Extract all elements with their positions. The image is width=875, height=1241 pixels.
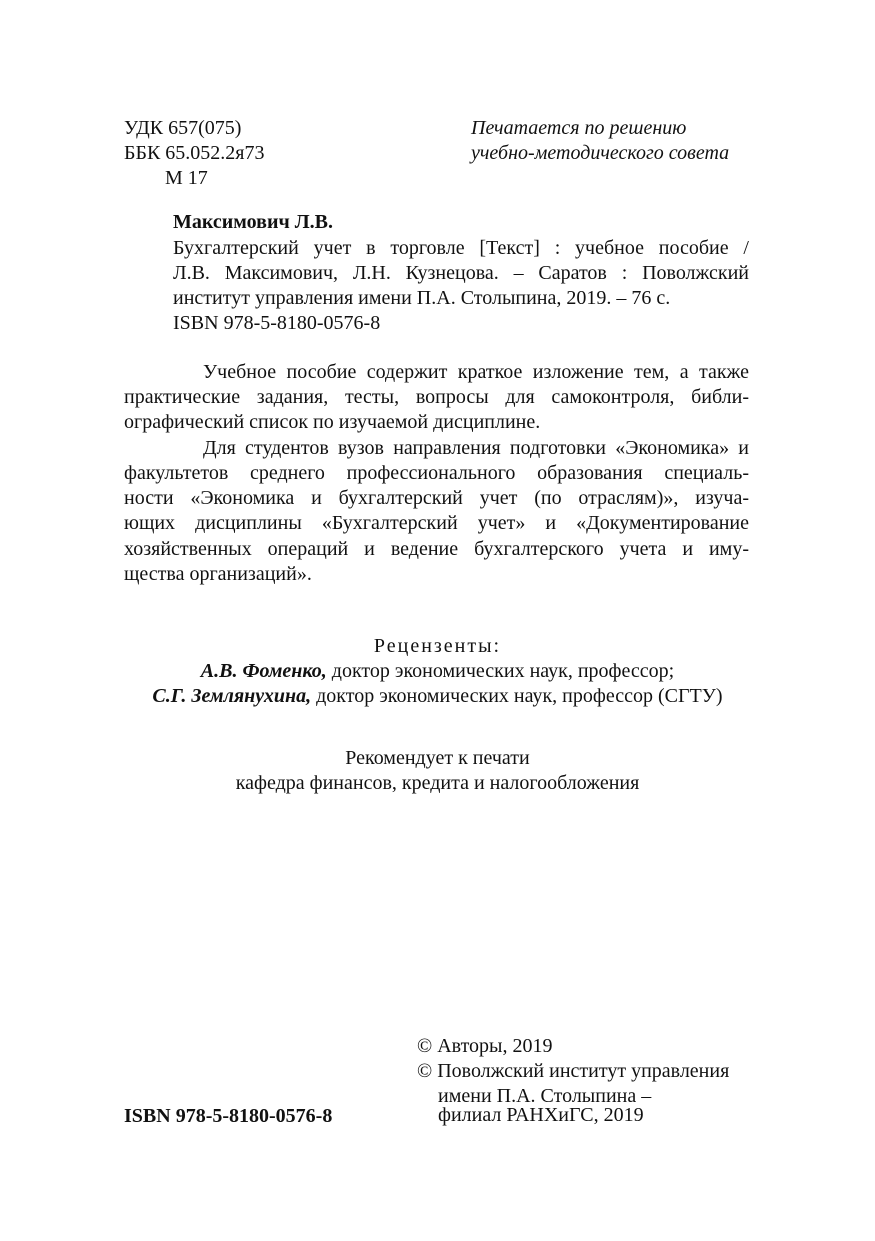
recommendation-line-2: кафедра финансов, кредита и налогообложения bbox=[235, 772, 640, 794]
reviewer-1-desc: доктор экономических наук, профессор; bbox=[326, 660, 675, 682]
annotation-line: ографический список по изучаемой дисциплине. bbox=[124, 411, 541, 433]
reviewer-2-desc: доктор экономических наук, профессор (СГТУ) bbox=[311, 685, 723, 707]
author-mark: М 17 bbox=[165, 167, 208, 189]
annotation-line: хозяйственных операций и ведение бухгалтерского учета и иму- bbox=[124, 538, 749, 560]
annotation-line: факультетов среднего профессионального образования специаль- bbox=[124, 462, 749, 484]
biblio-line: институт управления имени П.А. Столыпина, 2019. – 76 с. bbox=[173, 287, 671, 309]
biblio-isbn: ISBN 978-5-8180-0576-8 bbox=[173, 312, 381, 334]
annotation-line: Для студентов вузов направления подготовки «Экономика» и bbox=[203, 437, 749, 459]
copyright-branch: филиал РАНХиГС, 2019 bbox=[438, 1104, 644, 1126]
bbk-code: ББК 65.052.2я73 bbox=[124, 142, 265, 164]
recommendation-line-1: Рекомендует к печати bbox=[345, 747, 530, 769]
annotation-line: Учебное пособие содержит краткое изложение тем, а также bbox=[203, 361, 749, 383]
udk-code: УДК 657(075) bbox=[124, 117, 242, 139]
reviewer-2 bbox=[0, 684, 875, 709]
footer-isbn: ISBN 978-5-8180-0576-8 bbox=[124, 1105, 333, 1127]
biblio-author: Максимович Л.В. bbox=[173, 211, 334, 233]
print-note-line-1: Печатается по решению bbox=[471, 117, 687, 139]
reviewer-1-name: А.В. Фоменко, bbox=[200, 660, 327, 682]
annotation-line: ющих дисциплины «Бухгалтерский учет» и «Документирование bbox=[124, 512, 749, 534]
annotation-line: ности «Экономика и бухгалтерский учет (по отраслям)», изуча- bbox=[124, 487, 749, 509]
annotation-line: щества организаций». bbox=[124, 563, 312, 585]
print-note-line-2: учебно-методического совета bbox=[471, 142, 730, 164]
copyright-institute-cont: имени П.А. Столыпина – bbox=[438, 1085, 652, 1107]
reviewers-heading: Рецензенты: bbox=[373, 635, 502, 657]
copyright-authors: © Авторы, 2019 bbox=[417, 1035, 553, 1057]
reviewer-2-name: С.Г. Землянухина, bbox=[152, 685, 312, 707]
copyright-institute: © Поволжский институт управления bbox=[417, 1060, 730, 1082]
reviewer-1 bbox=[0, 659, 875, 684]
biblio-line: Л.В. Максимович, Л.Н. Кузнецова. – Саратов : Поволжский bbox=[173, 262, 749, 284]
biblio-line: Бухгалтерский учет в торговле [Текст] : учебное пособие / bbox=[173, 237, 749, 259]
annotation-line: практические задания, тесты, вопросы для самоконтроля, библи- bbox=[124, 386, 749, 408]
